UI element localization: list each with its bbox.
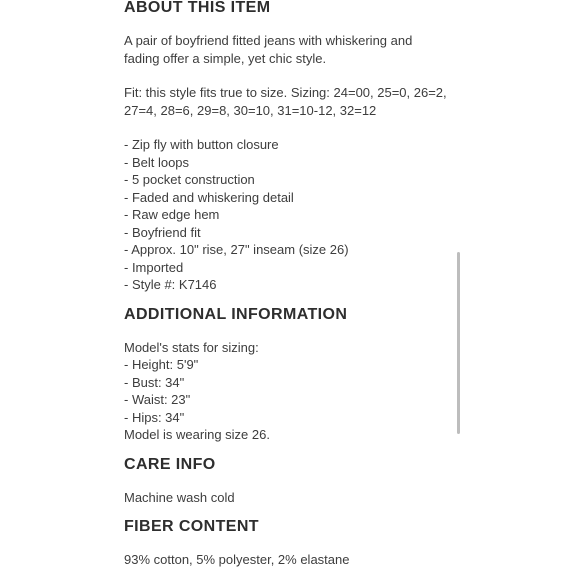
- model-stat-line: - Hips: 34": [124, 409, 185, 425]
- feature-item: - Belt loops: [124, 154, 190, 170]
- model-stat-line: - Height: 5'9": [124, 357, 199, 372]
- scrollbar-thumb[interactable]: [457, 252, 460, 434]
- feature-item: - Style #: K7146: [124, 277, 217, 292]
- model-stat-line: Model's stats for sizing:: [124, 339, 259, 355]
- feature-item: - Boyfriend fit: [124, 224, 201, 240]
- feature-item: - Zip fly with button closure: [124, 137, 279, 152]
- fit-line: 27=4, 28=6, 29=8, 30=10, 31=10-12, 32=12: [124, 102, 377, 118]
- feature-item: - Imported: [124, 259, 184, 275]
- care-info-text: Machine wash cold: [124, 489, 235, 505]
- additional-info-heading: ADDITIONAL INFORMATION: [124, 305, 348, 323]
- description-line: A pair of boyfriend fitted jeans with whiskering and: [124, 33, 413, 48]
- description-line: fading offer a simple, yet chic style.: [124, 50, 327, 66]
- model-stat-line: - Waist: 23": [124, 392, 191, 407]
- model-stat-line: Model is wearing size 26.: [124, 427, 270, 442]
- model-stats-list: [124, 339, 444, 444]
- features-list: [124, 136, 444, 294]
- fiber-content-heading: FIBER CONTENT: [124, 518, 259, 535]
- about-heading: ABOUT THIS ITEM: [124, 0, 271, 16]
- feature-item: - Raw edge hem: [124, 207, 220, 222]
- model-stat-line: - Bust: 34": [124, 374, 185, 390]
- fit-line: Fit: this style fits true to size. Sizing: 24=00, 25=0, 26=2,: [124, 85, 447, 100]
- fiber-content-text: 93% cotton, 5% polyester, 2% elastane: [124, 552, 350, 567]
- feature-item: - Approx. 10" rise, 27" inseam (size 26): [124, 242, 349, 257]
- feature-item: - Faded and whiskering detail: [124, 189, 294, 205]
- care-info-heading: CARE INFO: [124, 455, 216, 473]
- product-details-content: [124, 0, 447, 569]
- feature-item: - 5 pocket construction: [124, 172, 255, 187]
